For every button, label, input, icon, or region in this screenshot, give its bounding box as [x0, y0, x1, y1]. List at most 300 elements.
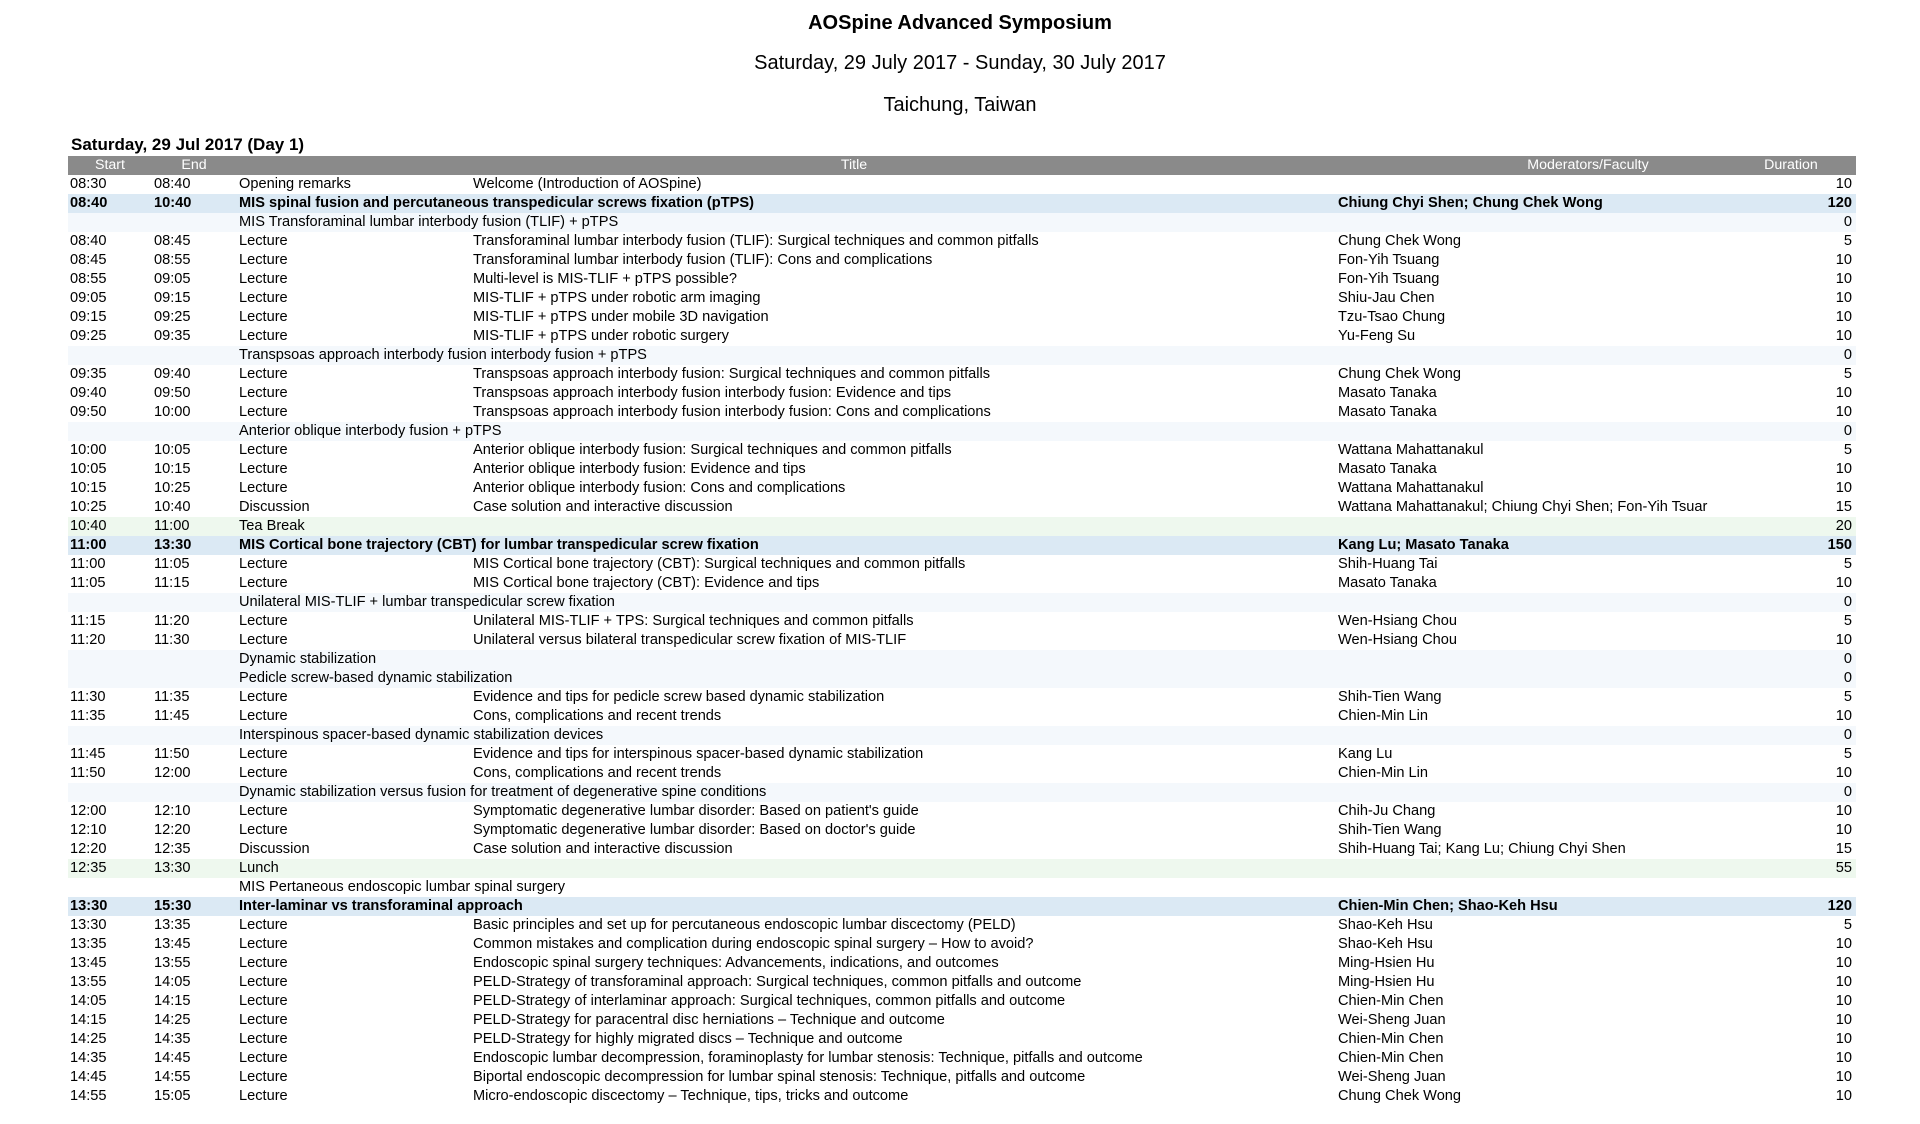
row-end-time: 14:35: [154, 1031, 191, 1047]
row-faculty: Fon-Yih Tsuang: [1338, 271, 1440, 287]
row-end-time: 14:25: [154, 1012, 191, 1028]
row-start-time: 13:45: [70, 955, 107, 971]
row-faculty: Wen-Hsiang Chou: [1338, 613, 1457, 629]
table-row: [68, 498, 1856, 517]
row-faculty: Kang Lu: [1338, 746, 1393, 762]
row-type: Discussion: [239, 499, 310, 515]
row-type: Lecture: [239, 1069, 288, 1085]
row-duration: 10: [1835, 955, 1852, 971]
row-type: Lecture: [239, 746, 288, 762]
row-start-time: 09:50: [70, 404, 107, 420]
row-faculty: Ming-Hsien Hu: [1338, 974, 1435, 990]
row-duration: 10: [1835, 176, 1852, 192]
row-faculty: Chien-Min Chen: [1338, 993, 1444, 1009]
row-duration: 10: [1835, 1012, 1852, 1028]
row-type: Discussion: [239, 841, 310, 857]
row-duration: 5: [1843, 233, 1852, 249]
row-duration: 120: [1827, 195, 1852, 211]
row-start-time: 11:05: [70, 575, 106, 591]
row-type: Interspinous spacer-based dynamic stabilization devices: [239, 727, 604, 743]
row-type: Pedicle screw-based dynamic stabilization: [239, 670, 513, 686]
row-duration: 10: [1835, 1031, 1852, 1047]
row-faculty: Chien-Min Chen: [1338, 1050, 1444, 1066]
table-row: [68, 1049, 1856, 1068]
row-type: Lecture: [239, 404, 288, 420]
row-type: Lecture: [239, 290, 288, 306]
row-end-time: 14:05: [154, 974, 191, 990]
table-row: [68, 688, 1856, 707]
row-type: Unilateral MIS-TLIF + lumbar transpedicular screw fixation: [239, 594, 615, 610]
row-duration: 120: [1827, 898, 1852, 914]
row-faculty: Shao-Keh Hsu: [1338, 936, 1433, 952]
table-row: [68, 1068, 1856, 1087]
row-type: Lecture: [239, 461, 288, 477]
row-type: Lecture: [239, 252, 288, 268]
row-end-time: 10:00: [154, 404, 191, 420]
row-type: Lecture: [239, 822, 288, 838]
row-title: Endoscopic spinal surgery techniques: Advancements, indications, and outcomes: [473, 955, 999, 971]
row-type: Inter-laminar vs transforaminal approach: [239, 898, 523, 914]
row-end-time: 10:40: [154, 195, 192, 211]
row-title: Anterior oblique interbody fusion: Evidence and tips: [473, 461, 806, 477]
row-type: Anterior oblique interbody fusion + pTPS: [239, 423, 502, 439]
row-end-time: 09:05: [154, 271, 191, 287]
table-body: [68, 175, 1856, 1106]
row-duration: 10: [1835, 309, 1852, 325]
table-row: [68, 536, 1856, 555]
column-header-start: Start: [95, 157, 125, 173]
table-row: [68, 954, 1856, 973]
row-title: Welcome (Introduction of AOSpine): [473, 176, 702, 192]
table-row: [68, 878, 1856, 897]
row-faculty: Chien-Min Chen; Shao-Keh Hsu: [1338, 898, 1558, 914]
row-start-time: 13:30: [70, 917, 107, 933]
row-duration: 15: [1835, 841, 1852, 857]
row-title: Evidence and tips for interspinous spacer-based dynamic stabilization: [473, 746, 924, 762]
row-end-time: 08:45: [154, 233, 191, 249]
row-end-time: 15:30: [154, 898, 192, 914]
row-faculty: Masato Tanaka: [1338, 404, 1437, 420]
table-row: [68, 441, 1856, 460]
table-row: [68, 213, 1856, 232]
row-type: Lunch: [239, 860, 279, 876]
table-row: [68, 251, 1856, 270]
row-end-time: 13:30: [154, 537, 192, 553]
row-type: Lecture: [239, 936, 288, 952]
row-start-time: 08:30: [70, 176, 107, 192]
row-faculty: Shih-Huang Tai: [1338, 556, 1438, 572]
table-row: [68, 916, 1856, 935]
table-row: [68, 992, 1856, 1011]
row-faculty: Masato Tanaka: [1338, 385, 1437, 401]
day-heading: Saturday, 29 Jul 2017 (Day 1): [71, 135, 305, 154]
row-faculty: Shao-Keh Hsu: [1338, 917, 1433, 933]
row-type: Lecture: [239, 442, 288, 458]
row-start-time: 12:20: [70, 841, 107, 857]
row-start-time: 09:25: [70, 328, 107, 344]
row-duration: 10: [1835, 271, 1852, 287]
row-type: Lecture: [239, 480, 288, 496]
row-duration: 0: [1843, 214, 1852, 230]
row-end-time: 11:35: [154, 689, 190, 705]
row-start-time: 12:35: [70, 860, 107, 876]
column-header-title: Title: [840, 157, 868, 173]
table-row: [68, 726, 1856, 745]
row-title: Case solution and interactive discussion: [473, 499, 733, 515]
table-row: [68, 764, 1856, 783]
row-start-time: 11:20: [70, 632, 106, 648]
table-row: [68, 194, 1856, 213]
row-type: Lecture: [239, 1050, 288, 1066]
row-type: Lecture: [239, 328, 288, 344]
row-faculty: Shih-Huang Tai; Kang Lu; Chiung Chyi Shen: [1338, 841, 1626, 857]
row-start-time: 09:35: [70, 366, 107, 382]
row-type: Lecture: [239, 993, 288, 1009]
row-end-time: 11:30: [154, 632, 190, 648]
table-row: [68, 650, 1856, 669]
row-duration: 5: [1843, 689, 1852, 705]
row-faculty: Shiu-Jau Chen: [1338, 290, 1435, 306]
row-title: Transforaminal lumbar interbody fusion (TLIF): Cons and complications: [473, 252, 933, 268]
row-start-time: 11:30: [70, 689, 106, 705]
row-title: PELD-Strategy for paracentral disc herniations – Technique and outcome: [473, 1012, 945, 1028]
row-title: Basic principles and set up for percutaneous endoscopic lumbar discectomy (PELD): [473, 917, 1016, 933]
row-type: Lecture: [239, 271, 288, 287]
row-duration: 10: [1835, 936, 1852, 952]
table-row: [68, 669, 1856, 688]
row-end-time: 10:25: [154, 480, 191, 496]
row-start-time: 14:05: [70, 993, 107, 1009]
row-end-time: 12:35: [154, 841, 191, 857]
row-end-time: 10:40: [154, 499, 191, 515]
page-title: AOSpine Advanced Symposium: [808, 12, 1112, 34]
row-type: Lecture: [239, 309, 288, 325]
row-faculty: Wattana Mahattanakul: [1338, 480, 1484, 496]
row-duration: 5: [1843, 556, 1852, 572]
row-end-time: 14:55: [154, 1069, 191, 1085]
table-row: [68, 365, 1856, 384]
table-row: [68, 384, 1856, 403]
row-type: Transpsoas approach interbody fusion interbody fusion + pTPS: [239, 347, 647, 363]
table-row: [68, 897, 1856, 916]
row-duration: 10: [1835, 632, 1852, 648]
row-type: MIS Pertaneous endoscopic lumbar spinal surgery: [239, 879, 566, 895]
row-start-time: 10:25: [70, 499, 107, 515]
row-faculty: Masato Tanaka: [1338, 461, 1437, 477]
row-duration: 0: [1843, 727, 1852, 743]
row-end-time: 10:05: [154, 442, 191, 458]
row-faculty: Wei-Sheng Juan: [1338, 1069, 1446, 1085]
schedule-table: [68, 156, 1856, 1106]
row-start-time: 14:25: [70, 1031, 107, 1047]
table-row: [68, 1087, 1856, 1106]
row-end-time: 14:45: [154, 1050, 191, 1066]
row-duration: 10: [1835, 974, 1852, 990]
row-start-time: 14:15: [70, 1012, 107, 1028]
row-start-time: 14:35: [70, 1050, 107, 1066]
row-type: Lecture: [239, 765, 288, 781]
row-duration: 0: [1843, 594, 1852, 610]
row-duration: 10: [1835, 993, 1852, 1009]
row-faculty: Chung Chek Wong: [1338, 1088, 1462, 1104]
row-duration: 10: [1835, 765, 1852, 781]
table-row: [68, 270, 1856, 289]
row-faculty: Tzu-Tsao Chung: [1338, 309, 1446, 325]
row-end-time: 11:05: [154, 556, 190, 572]
row-end-time: 14:15: [154, 993, 191, 1009]
row-start-time: 08:40: [70, 233, 107, 249]
row-duration: 10: [1835, 1069, 1852, 1085]
row-type: Lecture: [239, 366, 288, 382]
event-location: Taichung, Taiwan: [883, 94, 1037, 116]
row-start-time: 10:05: [70, 461, 107, 477]
row-start-time: 11:00: [70, 537, 107, 553]
row-type: MIS Cortical bone trajectory (CBT) for lumbar transpedicular screw fixation: [239, 537, 759, 553]
row-title: Common mistakes and complication during endoscopic spinal surgery – How to avoid?: [473, 936, 1034, 952]
row-title: Transpsoas approach interbody fusion: Surgical techniques and common pitfalls: [473, 366, 991, 382]
table-row: [68, 346, 1856, 365]
row-end-time: 11:15: [154, 575, 190, 591]
row-duration: 0: [1843, 651, 1852, 667]
row-start-time: 11:15: [70, 613, 106, 629]
row-start-time: 08:45: [70, 252, 107, 268]
row-duration: 0: [1843, 670, 1852, 686]
row-title: Transforaminal lumbar interbody fusion (TLIF): Surgical techniques and common pitfalls: [473, 233, 1039, 249]
row-end-time: 08:55: [154, 252, 191, 268]
table-row: [68, 327, 1856, 346]
row-end-time: 10:15: [154, 461, 191, 477]
row-duration: 5: [1843, 746, 1852, 762]
row-duration: 5: [1843, 366, 1852, 382]
row-start-time: 11:50: [70, 765, 106, 781]
table-row: [68, 1030, 1856, 1049]
row-title: Endoscopic lumbar decompression, foraminoplasty for lumbar stenosis: Technique, pitfalls and outcome: [473, 1050, 1143, 1066]
row-type: Lecture: [239, 556, 288, 572]
row-faculty: Kang Lu; Masato Tanaka: [1338, 537, 1509, 553]
row-start-time: 09:40: [70, 385, 107, 401]
row-duration: 10: [1835, 461, 1852, 477]
row-end-time: 13:30: [154, 860, 191, 876]
row-type: Lecture: [239, 575, 288, 591]
table-row: [68, 232, 1856, 251]
row-end-time: 09:35: [154, 328, 191, 344]
row-faculty: Wattana Mahattanakul: [1338, 442, 1484, 458]
row-end-time: 12:10: [154, 803, 191, 819]
row-type: Opening remarks: [239, 176, 351, 192]
row-title: MIS Cortical bone trajectory (CBT): Surgical techniques and common pitfalls: [473, 556, 966, 572]
row-duration: 5: [1843, 917, 1852, 933]
row-type: Dynamic stabilization versus fusion for treatment of degenerative spine conditions: [239, 784, 767, 800]
row-duration: 0: [1843, 347, 1852, 363]
row-start-time: 13:35: [70, 936, 107, 952]
table-row: [68, 973, 1856, 992]
table-row: [68, 175, 1856, 194]
row-start-time: 10:00: [70, 442, 107, 458]
table-row: [68, 745, 1856, 764]
table-row: [68, 612, 1856, 631]
row-end-time: 09:15: [154, 290, 191, 306]
table-row: [68, 517, 1856, 536]
row-end-time: 08:40: [154, 176, 191, 192]
row-duration: 15: [1835, 499, 1852, 515]
row-type: Lecture: [239, 803, 288, 819]
column-header-end: End: [181, 157, 207, 173]
row-start-time: 12:10: [70, 822, 107, 838]
row-end-time: 09:40: [154, 366, 191, 382]
row-faculty: Chien-Min Lin: [1338, 708, 1429, 724]
row-end-time: 09:50: [154, 385, 191, 401]
row-end-time: 11:00: [154, 518, 190, 534]
row-title: Cons, complications and recent trends: [473, 765, 722, 781]
row-end-time: 11:50: [154, 746, 190, 762]
row-start-time: 10:15: [70, 480, 107, 496]
table-row: [68, 574, 1856, 593]
table-row: [68, 593, 1856, 612]
row-title: PELD-Strategy of transforaminal approach: Surgical techniques, common pitfalls and outcome: [473, 974, 1082, 990]
table-row: [68, 707, 1856, 726]
row-duration: 10: [1835, 290, 1852, 306]
row-title: Symptomatic degenerative lumbar disorder: Based on patient's guide: [473, 803, 919, 819]
row-type: Lecture: [239, 955, 288, 971]
row-start-time: 14:55: [70, 1088, 107, 1104]
table-row: [68, 783, 1856, 802]
row-title: Cons, complications and recent trends: [473, 708, 722, 724]
row-type: MIS spinal fusion and percutaneous transpedicular screws fixation (pTPS): [239, 195, 754, 211]
row-faculty: Wen-Hsiang Chou: [1338, 632, 1457, 648]
table-header-row: [68, 156, 1856, 175]
table-row: [68, 631, 1856, 650]
row-type: Lecture: [239, 974, 288, 990]
row-faculty: Yu-Feng Su: [1338, 328, 1416, 344]
row-end-time: 12:00: [154, 765, 191, 781]
row-type: Lecture: [239, 1088, 288, 1104]
row-start-time: 09:05: [70, 290, 107, 306]
row-start-time: 13:30: [70, 898, 108, 914]
row-title: Unilateral versus bilateral transpedicular screw fixation of MIS-TLIF: [473, 632, 907, 648]
table-row: [68, 555, 1856, 574]
row-faculty: Chung Chek Wong: [1338, 233, 1462, 249]
row-type: Lecture: [239, 917, 288, 933]
row-title: Evidence and tips for pedicle screw based dynamic stabilization: [473, 689, 885, 705]
row-title: MIS-TLIF + pTPS under mobile 3D navigation: [473, 309, 769, 325]
row-type: Lecture: [239, 632, 288, 648]
table-row: [68, 859, 1856, 878]
row-type: MIS Transforaminal lumbar interbody fusion (TLIF) + pTPS: [239, 214, 619, 230]
row-faculty: Fon-Yih Tsuang: [1338, 252, 1440, 268]
row-faculty: Chien-Min Lin: [1338, 765, 1429, 781]
row-faculty: Chih-Ju Chang: [1338, 803, 1436, 819]
row-start-time: 12:00: [70, 803, 107, 819]
row-title: MIS Cortical bone trajectory (CBT): Evidence and tips: [473, 575, 820, 591]
row-faculty: Chung Chek Wong: [1338, 366, 1462, 382]
row-type: Lecture: [239, 708, 288, 724]
table-row: [68, 460, 1856, 479]
row-title: Biportal endoscopic decompression for lumbar spinal stenosis: Technique, pitfalls and outcome: [473, 1069, 1086, 1085]
row-end-time: 12:20: [154, 822, 191, 838]
table-row: [68, 840, 1856, 859]
row-type: Tea Break: [239, 518, 305, 534]
row-title: Anterior oblique interbody fusion: Surgical techniques and common pitfalls: [473, 442, 952, 458]
row-duration: 10: [1835, 328, 1852, 344]
row-duration: 0: [1843, 784, 1852, 800]
row-title: Case solution and interactive discussion: [473, 841, 733, 857]
table-row: [68, 289, 1856, 308]
table-row: [68, 479, 1856, 498]
row-end-time: 13:55: [154, 955, 191, 971]
row-title: Anterior oblique interbody fusion: Cons and complications: [473, 480, 846, 496]
row-faculty: Chiung Chyi Shen; Chung Chek Wong: [1338, 195, 1603, 211]
row-start-time: 08:55: [70, 271, 107, 287]
row-duration: 10: [1835, 1088, 1852, 1104]
row-faculty: Chien-Min Chen: [1338, 1031, 1444, 1047]
row-type: Lecture: [239, 689, 288, 705]
row-duration: 5: [1843, 613, 1852, 629]
row-title: Transpsoas approach interbody fusion interbody fusion: Cons and complications: [473, 404, 991, 420]
row-title: Unilateral MIS-TLIF + TPS: Surgical techniques and common pitfalls: [473, 613, 914, 629]
row-title: PELD-Strategy for highly migrated discs – Technique and outcome: [473, 1031, 903, 1047]
row-title: Multi-level is MIS-TLIF + pTPS possible?: [473, 271, 737, 287]
row-duration: 10: [1835, 252, 1852, 268]
row-start-time: 08:40: [70, 195, 108, 211]
table-row: [68, 802, 1856, 821]
row-start-time: 10:40: [70, 518, 107, 534]
row-type: Lecture: [239, 385, 288, 401]
row-faculty: Ming-Hsien Hu: [1338, 955, 1435, 971]
row-end-time: 11:45: [154, 708, 190, 724]
row-title: MIS-TLIF + pTPS under robotic arm imaging: [473, 290, 761, 306]
row-type: Lecture: [239, 613, 288, 629]
table-row: [68, 308, 1856, 327]
row-start-time: 11:35: [70, 708, 106, 724]
row-duration: 10: [1835, 1050, 1852, 1066]
row-duration: 5: [1843, 442, 1852, 458]
row-title: Transpsoas approach interbody fusion interbody fusion: Evidence and tips: [473, 385, 952, 401]
row-duration: 10: [1835, 480, 1852, 496]
row-duration: 10: [1835, 404, 1852, 420]
row-faculty: Shih-Tien Wang: [1338, 822, 1442, 838]
row-duration: 10: [1835, 822, 1852, 838]
table-row: [68, 935, 1856, 954]
row-duration: 10: [1835, 803, 1852, 819]
row-end-time: 09:25: [154, 309, 191, 325]
row-start-time: 11:00: [70, 556, 106, 572]
table-row: [68, 403, 1856, 422]
row-faculty: Shih-Tien Wang: [1338, 689, 1442, 705]
row-type: Lecture: [239, 1012, 288, 1028]
row-start-time: 14:45: [70, 1069, 107, 1085]
row-type: Lecture: [239, 1031, 288, 1047]
table-row: [68, 422, 1856, 441]
row-duration: 0: [1843, 423, 1852, 439]
column-header-duration: Duration: [1764, 157, 1818, 173]
row-end-time: 11:20: [154, 613, 190, 629]
row-duration: 10: [1835, 708, 1852, 724]
row-duration: 150: [1827, 537, 1852, 553]
table-row: [68, 1011, 1856, 1030]
table-row: [68, 821, 1856, 840]
row-start-time: 11:45: [70, 746, 106, 762]
row-type: Lecture: [239, 233, 288, 249]
row-title: Symptomatic degenerative lumbar disorder: Based on doctor's guide: [473, 822, 916, 838]
row-end-time: 13:45: [154, 936, 191, 952]
row-faculty: Wattana Mahattanakul; Chiung Chyi Shen; Fon-Yih Tsuar: [1338, 499, 1708, 515]
row-start-time: 09:15: [70, 309, 107, 325]
column-header-moderators: Moderators/Faculty: [1527, 157, 1649, 173]
row-title: MIS-TLIF + pTPS under robotic surgery: [473, 328, 729, 344]
row-type: Dynamic stabilization: [239, 651, 377, 667]
row-duration: 55: [1835, 860, 1852, 876]
row-duration: 20: [1835, 518, 1852, 534]
